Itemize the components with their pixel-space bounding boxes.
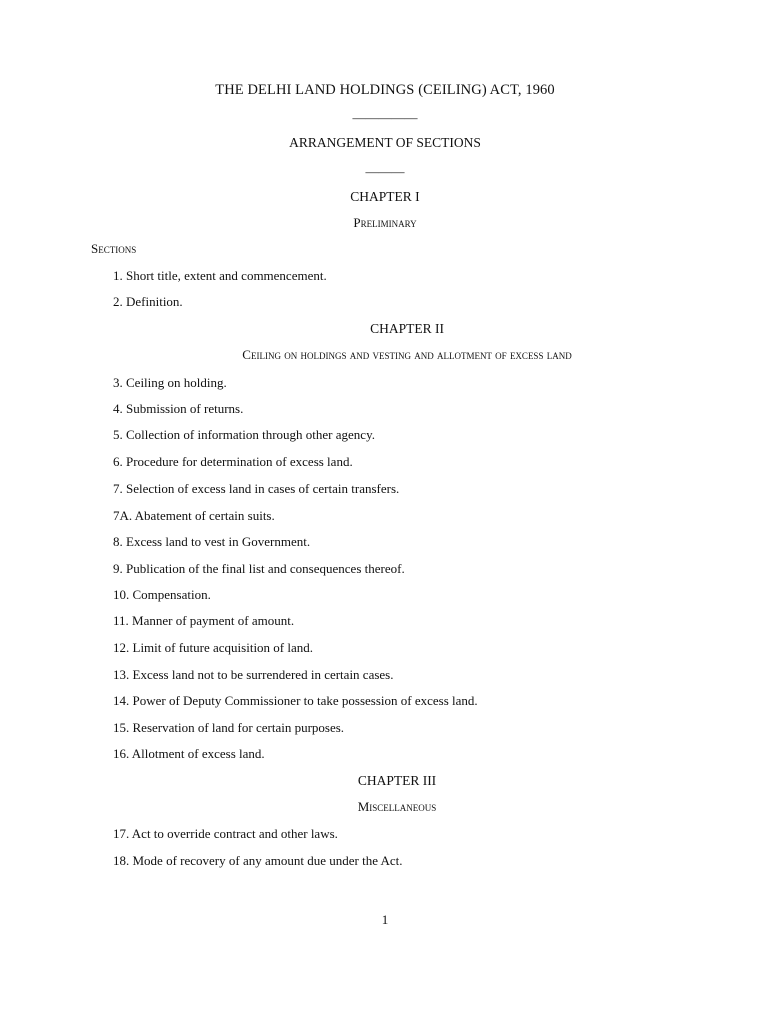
- list-item: 14. Power of Deputy Commissioner to take possession of excess land.: [113, 693, 478, 708]
- list-item: 7A. Abatement of certain suits.: [113, 508, 275, 523]
- chapter-3-heading: CHAPTER III: [357, 773, 437, 788]
- list-item: 12. Limit of future acquisition of land.: [113, 640, 314, 655]
- list-item: 6. Procedure for determination of excess land.: [113, 454, 353, 469]
- list-item: 4. Submission of returns.: [113, 401, 244, 416]
- list-item: 17. Act to override contract and other laws.: [113, 826, 338, 841]
- list-item: 5. Collection of information through other agency.: [113, 427, 375, 442]
- chapter-2-heading: CHAPTER II: [370, 321, 444, 336]
- list-item: 16. Allotment of excess land.: [113, 746, 265, 761]
- list-item: 10. Compensation.: [113, 587, 211, 602]
- chapter-1-subheading: Preliminary: [353, 215, 417, 230]
- list-item: 15. Reservation of land for certain purposes.: [113, 720, 345, 735]
- document-title: THE DELHI LAND HOLDINGS (CEILING) ACT, 1960: [215, 82, 555, 98]
- chapter-1-heading: CHAPTER I: [350, 189, 420, 204]
- list-item: 7. Selection of excess land in cases of certain transfers.: [113, 481, 400, 496]
- list-item: 2. Definition.: [113, 294, 183, 309]
- list-item: 18. Mode of recovery of any amount due under the Act.: [113, 853, 403, 868]
- list-item: 3. Ceiling on holding.: [113, 375, 227, 390]
- chapter-3-subheading: Miscellaneous: [357, 799, 437, 814]
- list-item: 13. Excess land not to be surrendered in certain cases.: [113, 667, 394, 682]
- page-number: 1: [381, 912, 389, 927]
- list-item: 8. Excess land to vest in Government.: [113, 534, 311, 549]
- list-item: 11. Manner of payment of amount.: [113, 613, 295, 628]
- chapter-2-subheading: Ceiling on holdings and vesting and allotment of excess land: [242, 347, 572, 362]
- title-rule: —————: [352, 110, 418, 125]
- list-item: 9. Publication of the final list and consequences thereof.: [113, 561, 405, 576]
- sections-label: Sections: [91, 241, 137, 256]
- arrangement-rule: ———: [365, 164, 405, 179]
- list-item: 1. Short title, extent and commencement.: [113, 268, 327, 283]
- arrangement-heading: ARRANGEMENT OF SECTIONS: [289, 135, 481, 150]
